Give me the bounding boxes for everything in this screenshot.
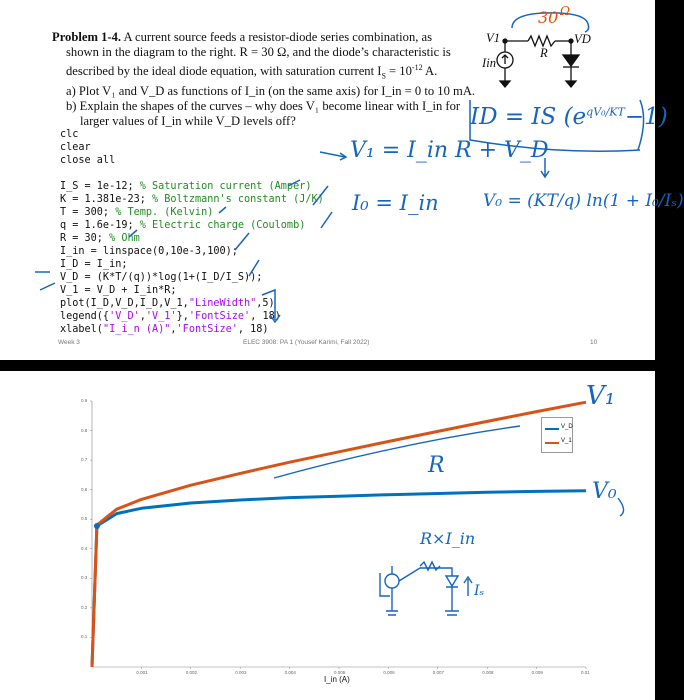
series-line-v1 bbox=[92, 402, 586, 667]
y-tick-label: 0.1 bbox=[81, 634, 88, 640]
footer-page: 10 bbox=[590, 339, 598, 346]
circuit-label-vd: VD bbox=[574, 32, 591, 46]
chart-axes bbox=[90, 401, 586, 669]
code-line-vd: V_D = (K*T/(q))*log(1+(I_D/I_S)); bbox=[60, 272, 263, 283]
problem-part-a: a) Plot V₁ and V_D as functions of I_in (on the same axis) for I_in = 0 to 10 mA. bbox=[66, 83, 476, 98]
code-line-is: I_S = 1e-12; % Saturation current (Amper) bbox=[60, 181, 312, 192]
x-tick-label: 0.008 bbox=[482, 670, 494, 675]
code-close: close all bbox=[60, 155, 116, 166]
x-tick-label: 0.002 bbox=[185, 670, 198, 675]
problem-line3: described by the ideal diode equation, with saturation current $I_S = 10^{-12}$ A. bbox=[66, 63, 438, 81]
code-line-t: T = 300; % Temp. (Kelvin) bbox=[60, 207, 214, 218]
ink-source-circle bbox=[385, 574, 399, 588]
plot-slide bbox=[0, 371, 655, 700]
ink-ground-left bbox=[386, 588, 398, 615]
ink-check-5 bbox=[129, 230, 137, 237]
code-clear: clear bbox=[60, 142, 91, 153]
x-tick-label: 0.003 bbox=[235, 670, 247, 675]
footer-course: ELEC 3908: PA 1 (Yousef Karimi, Fall 2022) bbox=[243, 339, 370, 346]
x-tick-label: 0.006 bbox=[383, 670, 395, 675]
node-v1 bbox=[503, 39, 507, 43]
code-line-legend: legend({'V_D','V_1'},'FontSize', 18) bbox=[60, 311, 281, 322]
circuit-label-r: R bbox=[540, 46, 548, 60]
code-line-q: q = 1.6e-19; % Electric charge (Coulomb) bbox=[60, 220, 306, 231]
ink-circuit-left bbox=[380, 573, 390, 596]
ink-knee-dot bbox=[94, 523, 100, 529]
x-tick-label: 0.01 bbox=[581, 670, 590, 675]
ink-io-equation: I₀ = I_in bbox=[352, 191, 439, 215]
ground-left bbox=[500, 81, 510, 87]
code-line-k: K = 1.381e-23; % Boltzmann's constant (J/K) bbox=[60, 194, 324, 205]
x-tick-label: 0.001 bbox=[136, 670, 148, 675]
ink-check-3 bbox=[219, 207, 226, 213]
problem-part-b2: larger values of I_in while V_D levels off? bbox=[80, 113, 296, 128]
legend-swatch-v1 bbox=[545, 442, 559, 444]
x-tick-label: 0.005 bbox=[334, 670, 346, 675]
y-tick-label: 0.6 bbox=[81, 486, 88, 492]
ink-strokes bbox=[35, 13, 644, 322]
code-line-plot: plot(I_D,V_D,I_D,V_1,"LineWidth",5) bbox=[60, 298, 275, 309]
legend-label-v1: V_1 bbox=[561, 438, 572, 444]
ink-is-arrow bbox=[464, 577, 472, 596]
legend-swatch-vd bbox=[545, 428, 559, 430]
code-line-iin: I_in = linspace(0,10e-3,100); bbox=[60, 246, 238, 257]
ink-check-1 bbox=[288, 180, 300, 186]
y-tick-label: 0.2 bbox=[81, 604, 88, 610]
ink-bracket bbox=[262, 290, 275, 320]
node-vd bbox=[569, 39, 573, 43]
ink-check-4 bbox=[321, 212, 332, 228]
y-tick-label: 0.3 bbox=[81, 575, 88, 581]
ink-id-equation: ID = IS $(e^{qV_0/KT}-1)$ bbox=[470, 104, 668, 130]
ink-r-curve-label: R bbox=[428, 453, 445, 478]
ink-omega: Ω bbox=[560, 4, 570, 18]
ink-vd-equation: V₀ = (KT/q) ln(1 + I₀/Iₛ) bbox=[483, 191, 684, 211]
code-line-xlabel: xlabel("I_i_n (A)",'FontSize', 18) bbox=[60, 324, 269, 335]
ink-thirty: 30 bbox=[538, 8, 559, 27]
chart-series bbox=[92, 402, 586, 667]
circuit-label-iin: Iin bbox=[482, 56, 496, 70]
footer-week: Week 3 bbox=[58, 339, 80, 346]
legend-entry-vd bbox=[545, 424, 573, 434]
ink-v1-equation: V₁ = I_in R + V_D bbox=[350, 138, 549, 163]
ink-check-7 bbox=[249, 260, 259, 276]
ink-r-line bbox=[274, 426, 520, 478]
ink-ground-right bbox=[445, 587, 459, 615]
legend-entry-v1 bbox=[545, 438, 573, 448]
ink-vd-mark bbox=[618, 498, 624, 516]
ink-arrow-code-2 bbox=[40, 283, 55, 290]
circuit-diagram bbox=[497, 36, 579, 87]
ink-diode bbox=[446, 576, 458, 587]
y-tick-label: 0.8 bbox=[81, 427, 88, 433]
chart-legend bbox=[541, 417, 573, 453]
y-tick-label: 0.4 bbox=[81, 545, 88, 551]
diode-triangle bbox=[563, 55, 579, 66]
y-tick-label: 0.5 bbox=[81, 516, 88, 522]
resistor-zigzag bbox=[528, 36, 555, 46]
y-tick-label: 0.9 bbox=[81, 398, 88, 403]
problem-line2: shown in the diagram to the right. R = 30 Ω, and the diode’s characteristic is bbox=[66, 45, 451, 59]
circuit-label-v1: V1 bbox=[486, 31, 500, 45]
code-line-v1: V_1 = V_D + I_in*R; bbox=[60, 285, 177, 296]
x-tick-label: 0.004 bbox=[284, 670, 296, 675]
ink-check-2 bbox=[313, 186, 328, 205]
ink-resistor bbox=[420, 562, 440, 570]
series-line-vd bbox=[92, 491, 586, 667]
chart-xlabel: I_in (A) bbox=[324, 675, 350, 684]
ink-check-6 bbox=[235, 233, 249, 250]
ink-wires bbox=[392, 566, 452, 581]
ground-right bbox=[566, 81, 576, 87]
problem-number: Problem 1-4. bbox=[52, 30, 122, 44]
y-tick-label: 0.7 bbox=[81, 457, 88, 463]
code-line-id: I_D = I_in; bbox=[60, 259, 128, 270]
x-tick-label: 0.007 bbox=[432, 670, 445, 675]
legend-label-vd: V_D bbox=[561, 424, 573, 430]
problem-line1: A current source feeds a resistor-diode series combination, as bbox=[121, 30, 433, 44]
problem-part-b: b) Explain the shapes of the curves – why does V₁ become linear with I_in for bbox=[66, 98, 461, 113]
ink-is-label: Iₛ bbox=[474, 583, 485, 599]
ink-rxiin-label: R×I_in bbox=[420, 529, 476, 548]
ink-vd-curve-label: V₀ bbox=[592, 479, 617, 504]
code-line-r: R = 30; % Ohm bbox=[60, 233, 140, 244]
x-tick-label: 0.009 bbox=[531, 670, 543, 675]
ink-v1-curve-label: V₁ bbox=[586, 381, 616, 411]
circuit-and-ink-overlay bbox=[0, 0, 655, 360]
code-clc: clc bbox=[60, 129, 79, 140]
